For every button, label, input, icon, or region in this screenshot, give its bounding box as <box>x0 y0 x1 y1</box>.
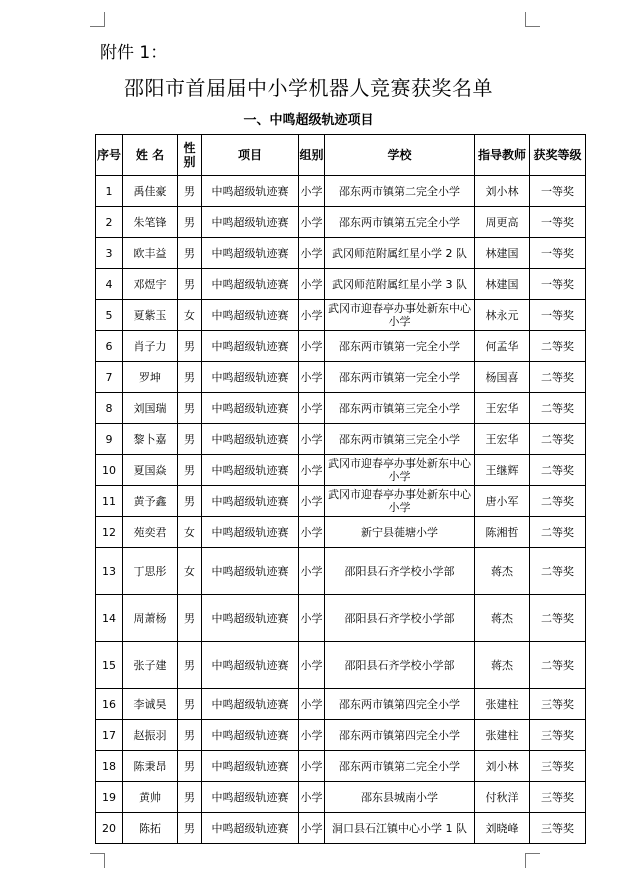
cell-school: 邵东两市镇第四完全小学 <box>325 720 475 751</box>
cell-project: 中鸣超级轨迹赛 <box>202 595 299 642</box>
header-gender: 性别 <box>178 135 202 176</box>
cell-no: 6 <box>96 331 123 362</box>
cell-school: 邵东县城南小学 <box>325 782 475 813</box>
cell-no: 18 <box>96 751 123 782</box>
cell-teacher: 张建柱 <box>475 689 530 720</box>
cell-school: 邵阳县石齐学校小学部 <box>325 548 475 595</box>
cell-project: 中鸣超级轨迹赛 <box>202 207 299 238</box>
cell-name: 李诚昊 <box>123 689 178 720</box>
cell-gender: 男 <box>178 595 202 642</box>
header-name: 姓 名 <box>123 135 178 176</box>
cell-group: 小学 <box>299 238 325 269</box>
header-teacher: 指导教师 <box>475 135 530 176</box>
cell-name: 张子建 <box>123 642 178 689</box>
cell-teacher: 张建柱 <box>475 720 530 751</box>
cell-project: 中鸣超级轨迹赛 <box>202 486 299 517</box>
cell-gender: 男 <box>178 455 202 486</box>
section-title: 一、中鸣超级轨迹项目 <box>243 113 374 128</box>
cell-gender: 男 <box>178 751 202 782</box>
cell-gender: 男 <box>178 269 202 300</box>
cell-group: 小学 <box>299 393 325 424</box>
cell-gender: 男 <box>178 720 202 751</box>
table-row <box>96 689 586 720</box>
table-row <box>96 269 586 300</box>
cell-school: 新宁县蓰塘小学 <box>325 517 475 548</box>
cell-group: 小学 <box>299 331 325 362</box>
crop-mark-bottom-right <box>525 853 540 868</box>
cell-project: 中鸣超级轨迹赛 <box>202 813 299 844</box>
table-row <box>96 424 586 455</box>
cell-no: 12 <box>96 517 123 548</box>
cell-school: 武冈市迎春亭办事处新东中心小学 <box>325 300 475 331</box>
table-row <box>96 331 586 362</box>
cell-name: 邓煜宇 <box>123 269 178 300</box>
cell-award: 二等奖 <box>530 424 586 455</box>
cell-school: 邵东两市镇第四完全小学 <box>325 689 475 720</box>
cell-award: 一等奖 <box>530 238 586 269</box>
cell-no: 19 <box>96 782 123 813</box>
cell-school: 邵东两市镇第一完全小学 <box>325 331 475 362</box>
cell-school: 邵东两市镇第二完全小学 <box>325 176 475 207</box>
cell-name: 欧丰益 <box>123 238 178 269</box>
cell-school: 邵阳县石齐学校小学部 <box>325 642 475 689</box>
cell-gender: 男 <box>178 331 202 362</box>
cell-name: 陈秉昂 <box>123 751 178 782</box>
cell-award: 二等奖 <box>530 517 586 548</box>
cell-teacher: 陈湘哲 <box>475 517 530 548</box>
table-row <box>96 813 586 844</box>
cell-group: 小学 <box>299 813 325 844</box>
cell-group: 小学 <box>299 486 325 517</box>
cell-name: 丁思彤 <box>123 548 178 595</box>
table-row <box>96 595 586 642</box>
cell-gender: 女 <box>178 517 202 548</box>
header-award: 获奖等级 <box>530 135 586 176</box>
cell-group: 小学 <box>299 689 325 720</box>
cell-teacher: 周更高 <box>475 207 530 238</box>
cell-school: 洞口县石江镇中心小学 1 队 <box>325 813 475 844</box>
cell-no: 16 <box>96 689 123 720</box>
cell-teacher: 杨国喜 <box>475 362 530 393</box>
cell-award: 二等奖 <box>530 642 586 689</box>
cell-no: 5 <box>96 300 123 331</box>
cell-project: 中鸣超级轨迹赛 <box>202 548 299 595</box>
cell-teacher: 王宏华 <box>475 424 530 455</box>
table-row <box>96 176 586 207</box>
table-row <box>96 782 586 813</box>
cell-name: 肖子力 <box>123 331 178 362</box>
table-row <box>96 455 586 486</box>
cell-project: 中鸣超级轨迹赛 <box>202 424 299 455</box>
cell-school: 邵东两市镇第二完全小学 <box>325 751 475 782</box>
cell-group: 小学 <box>299 751 325 782</box>
cell-gender: 男 <box>178 642 202 689</box>
cell-award: 二等奖 <box>530 362 586 393</box>
cell-school: 武冈市迎春亭办事处新东中心小学 <box>325 486 475 517</box>
cell-teacher: 林永元 <box>475 300 530 331</box>
cell-project: 中鸣超级轨迹赛 <box>202 455 299 486</box>
cell-group: 小学 <box>299 595 325 642</box>
cell-award: 三等奖 <box>530 751 586 782</box>
cell-group: 小学 <box>299 720 325 751</box>
crop-mark-bottom-left <box>90 853 105 868</box>
cell-project: 中鸣超级轨迹赛 <box>202 238 299 269</box>
cell-no: 8 <box>96 393 123 424</box>
table-row <box>96 720 586 751</box>
cell-no: 15 <box>96 642 123 689</box>
table-header-row <box>96 135 586 176</box>
cell-no: 13 <box>96 548 123 595</box>
cell-project: 中鸣超级轨迹赛 <box>202 362 299 393</box>
cell-award: 二等奖 <box>530 595 586 642</box>
cell-school: 武冈市迎春亭办事处新东中心小学 <box>325 455 475 486</box>
header-school: 学校 <box>325 135 475 176</box>
cell-no: 2 <box>96 207 123 238</box>
cell-no: 17 <box>96 720 123 751</box>
cell-group: 小学 <box>299 362 325 393</box>
cell-award: 二等奖 <box>530 455 586 486</box>
crop-mark-top-right <box>525 12 540 27</box>
cell-no: 14 <box>96 595 123 642</box>
cell-name: 陈拓 <box>123 813 178 844</box>
cell-award: 三等奖 <box>530 782 586 813</box>
header-no: 序号 <box>96 135 123 176</box>
cell-group: 小学 <box>299 300 325 331</box>
attachment-label: 附件 1： <box>100 43 168 63</box>
cell-gender: 男 <box>178 238 202 269</box>
cell-school: 邵东两市镇第五完全小学 <box>325 207 475 238</box>
cell-gender: 男 <box>178 689 202 720</box>
cell-award: 二等奖 <box>530 393 586 424</box>
cell-no: 3 <box>96 238 123 269</box>
cell-name: 黄帅 <box>123 782 178 813</box>
table-row <box>96 300 586 331</box>
cell-teacher: 蒋杰 <box>475 642 530 689</box>
cell-school: 邵东两市镇第三完全小学 <box>325 393 475 424</box>
cell-no: 20 <box>96 813 123 844</box>
cell-name: 黄予鑫 <box>123 486 178 517</box>
cell-award: 一等奖 <box>530 300 586 331</box>
cell-gender: 男 <box>178 424 202 455</box>
table-row <box>96 517 586 548</box>
table-row <box>96 238 586 269</box>
cell-teacher: 刘晓峰 <box>475 813 530 844</box>
cell-school: 邵东两市镇第三完全小学 <box>325 424 475 455</box>
cell-group: 小学 <box>299 548 325 595</box>
cell-project: 中鸣超级轨迹赛 <box>202 393 299 424</box>
award-table-body <box>96 176 586 844</box>
cell-school: 邵阳县石齐学校小学部 <box>325 595 475 642</box>
cell-name: 禹佳豪 <box>123 176 178 207</box>
cell-name: 夏国焱 <box>123 455 178 486</box>
cell-gender: 男 <box>178 362 202 393</box>
cell-name: 罗坤 <box>123 362 178 393</box>
header-group: 组别 <box>299 135 325 176</box>
cell-award: 一等奖 <box>530 207 586 238</box>
cell-group: 小学 <box>299 424 325 455</box>
cell-project: 中鸣超级轨迹赛 <box>202 269 299 300</box>
cell-name: 周萧杨 <box>123 595 178 642</box>
cell-award: 三等奖 <box>530 689 586 720</box>
cell-award: 一等奖 <box>530 176 586 207</box>
table-row <box>96 642 586 689</box>
cell-no: 4 <box>96 269 123 300</box>
cell-award: 二等奖 <box>530 548 586 595</box>
cell-group: 小学 <box>299 782 325 813</box>
cell-project: 中鸣超级轨迹赛 <box>202 782 299 813</box>
cell-teacher: 付秋洋 <box>475 782 530 813</box>
cell-gender: 男 <box>178 782 202 813</box>
table-row <box>96 548 586 595</box>
cell-group: 小学 <box>299 207 325 238</box>
cell-teacher: 刘小林 <box>475 751 530 782</box>
cell-award: 一等奖 <box>530 269 586 300</box>
cell-name: 朱笔锋 <box>123 207 178 238</box>
cell-teacher: 蒋杰 <box>475 595 530 642</box>
cell-project: 中鸣超级轨迹赛 <box>202 331 299 362</box>
cell-teacher: 王继辉 <box>475 455 530 486</box>
table-row <box>96 393 586 424</box>
cell-group: 小学 <box>299 176 325 207</box>
cell-teacher: 唐小军 <box>475 486 530 517</box>
cell-no: 1 <box>96 176 123 207</box>
cell-project: 中鸣超级轨迹赛 <box>202 300 299 331</box>
cell-teacher: 王宏华 <box>475 393 530 424</box>
cell-group: 小学 <box>299 517 325 548</box>
cell-teacher: 蒋杰 <box>475 548 530 595</box>
cell-gender: 男 <box>178 207 202 238</box>
cell-no: 11 <box>96 486 123 517</box>
cell-gender: 男 <box>178 813 202 844</box>
cell-award: 二等奖 <box>530 331 586 362</box>
cell-gender: 女 <box>178 548 202 595</box>
cell-no: 9 <box>96 424 123 455</box>
cell-no: 7 <box>96 362 123 393</box>
document-title: 邵阳市首届届中小学机器人竞赛获奖名单 <box>124 76 493 100</box>
cell-gender: 女 <box>178 300 202 331</box>
cell-group: 小学 <box>299 269 325 300</box>
cell-name: 刘国瑞 <box>123 393 178 424</box>
cell-project: 中鸣超级轨迹赛 <box>202 689 299 720</box>
cell-teacher: 林建国 <box>475 238 530 269</box>
cell-project: 中鸣超级轨迹赛 <box>202 176 299 207</box>
cell-project: 中鸣超级轨迹赛 <box>202 642 299 689</box>
crop-mark-top-left <box>90 12 105 27</box>
cell-project: 中鸣超级轨迹赛 <box>202 517 299 548</box>
cell-gender: 男 <box>178 393 202 424</box>
cell-school: 武冈师范附属红星小学 3 队 <box>325 269 475 300</box>
cell-gender: 男 <box>178 176 202 207</box>
cell-name: 夏紫玉 <box>123 300 178 331</box>
cell-teacher: 林建国 <box>475 269 530 300</box>
table-row <box>96 362 586 393</box>
award-table <box>95 134 586 844</box>
cell-teacher: 何孟华 <box>475 331 530 362</box>
cell-name: 黎卜嘉 <box>123 424 178 455</box>
cell-project: 中鸣超级轨迹赛 <box>202 720 299 751</box>
cell-award: 三等奖 <box>530 813 586 844</box>
cell-group: 小学 <box>299 642 325 689</box>
cell-gender: 男 <box>178 486 202 517</box>
cell-group: 小学 <box>299 455 325 486</box>
cell-teacher: 刘小林 <box>475 176 530 207</box>
table-row <box>96 207 586 238</box>
cell-school: 武冈师范附属红星小学 2 队 <box>325 238 475 269</box>
cell-name: 赵振羽 <box>123 720 178 751</box>
cell-school: 邵东两市镇第一完全小学 <box>325 362 475 393</box>
cell-no: 10 <box>96 455 123 486</box>
table-row <box>96 751 586 782</box>
cell-award: 二等奖 <box>530 486 586 517</box>
cell-award: 三等奖 <box>530 720 586 751</box>
table-row <box>96 486 586 517</box>
header-project: 项目 <box>202 135 299 176</box>
cell-project: 中鸣超级轨迹赛 <box>202 751 299 782</box>
cell-name: 苑奕君 <box>123 517 178 548</box>
